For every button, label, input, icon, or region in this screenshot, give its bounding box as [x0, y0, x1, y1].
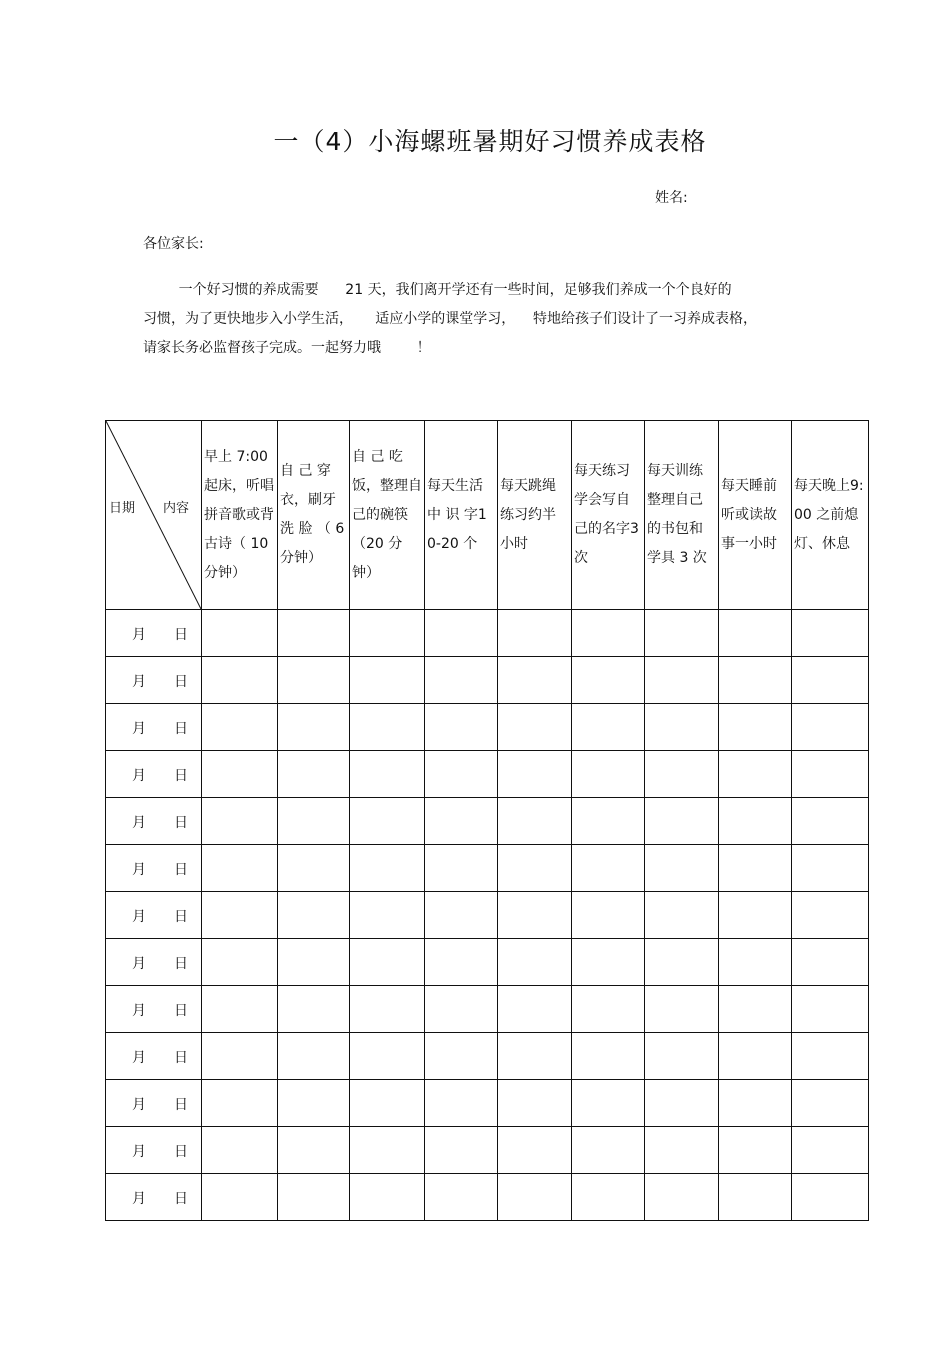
- check-cell[interactable]: [425, 1127, 498, 1174]
- habit-header: [572, 421, 645, 610]
- habit-header-text: 每天训练整理自己的书包和学具 3 次: [647, 463, 707, 566]
- greeting: 各位家长:: [143, 236, 204, 252]
- check-cell[interactable]: [572, 1033, 645, 1080]
- date-cell[interactable]: [106, 1080, 202, 1127]
- check-cell[interactable]: [202, 1127, 278, 1174]
- check-cell[interactable]: [425, 751, 498, 798]
- table-row: [106, 704, 869, 751]
- day-label: 日: [174, 674, 188, 690]
- check-cell[interactable]: [572, 1080, 645, 1127]
- check-cell[interactable]: [645, 892, 719, 939]
- check-cell[interactable]: [498, 892, 572, 939]
- habit-header: [202, 421, 278, 610]
- check-cell[interactable]: [719, 986, 792, 1033]
- check-cell[interactable]: [278, 939, 350, 986]
- check-cell[interactable]: [350, 704, 425, 751]
- check-cell[interactable]: [719, 610, 792, 657]
- table-row: [106, 751, 869, 798]
- intro-line: 请家长务必监督孩子完成。一起努力哦 ！: [143, 340, 431, 356]
- check-cell[interactable]: [719, 798, 792, 845]
- day-label: 日: [174, 909, 188, 925]
- check-cell[interactable]: [645, 986, 719, 1033]
- check-cell[interactable]: [202, 845, 278, 892]
- check-cell[interactable]: [719, 1127, 792, 1174]
- habit-header: [498, 421, 572, 610]
- check-cell[interactable]: [498, 1174, 572, 1221]
- check-cell[interactable]: [645, 704, 719, 751]
- check-cell[interactable]: [425, 704, 498, 751]
- check-cell[interactable]: [792, 610, 869, 657]
- day-label: 日: [174, 1003, 188, 1019]
- intro-line: 习惯，为了更快地步入小学生活， 适应小学的课堂学习， 特地给孩子们设计了一习养成表格，: [143, 311, 758, 327]
- date-cell[interactable]: [106, 610, 202, 657]
- check-cell[interactable]: [792, 751, 869, 798]
- habit-header-text: 每天生活中 识 字10-20 个: [427, 477, 487, 552]
- check-cell[interactable]: [719, 1033, 792, 1080]
- habit-header-text: 每天睡前听或读故事一小时: [721, 477, 777, 552]
- check-cell[interactable]: [719, 657, 792, 704]
- check-cell[interactable]: [792, 892, 869, 939]
- check-cell[interactable]: [792, 798, 869, 845]
- habit-header: [425, 421, 498, 610]
- date-cell[interactable]: [106, 657, 202, 704]
- table-row: [106, 657, 869, 704]
- check-cell[interactable]: [719, 1174, 792, 1221]
- check-cell[interactable]: [425, 845, 498, 892]
- check-cell[interactable]: [202, 1174, 278, 1221]
- check-cell[interactable]: [498, 657, 572, 704]
- check-cell[interactable]: [572, 845, 645, 892]
- check-cell[interactable]: [645, 845, 719, 892]
- habit-header-text: 自 己 吃饭，整理自己的碗筷（20 分钟）: [352, 448, 422, 581]
- check-cell[interactable]: [498, 610, 572, 657]
- check-cell[interactable]: [498, 798, 572, 845]
- check-cell[interactable]: [645, 1127, 719, 1174]
- habit-header-text: 每天练习学会写自己的名字3 次: [574, 463, 639, 566]
- habit-table: [105, 420, 869, 1221]
- check-cell[interactable]: [719, 704, 792, 751]
- check-cell[interactable]: [498, 751, 572, 798]
- check-cell[interactable]: [572, 704, 645, 751]
- date-cell[interactable]: [106, 798, 202, 845]
- check-cell[interactable]: [350, 986, 425, 1033]
- check-cell[interactable]: [350, 610, 425, 657]
- check-cell[interactable]: [498, 1127, 572, 1174]
- month-label: 月: [132, 956, 146, 972]
- check-cell[interactable]: [202, 986, 278, 1033]
- check-cell[interactable]: [350, 1174, 425, 1221]
- month-label: 月: [132, 815, 146, 831]
- date-cell[interactable]: [106, 845, 202, 892]
- check-cell[interactable]: [498, 704, 572, 751]
- check-cell[interactable]: [498, 939, 572, 986]
- check-cell[interactable]: [792, 1127, 869, 1174]
- check-cell[interactable]: [278, 751, 350, 798]
- check-cell[interactable]: [572, 986, 645, 1033]
- check-cell[interactable]: [350, 798, 425, 845]
- habit-header: [719, 421, 792, 610]
- date-cell[interactable]: [106, 939, 202, 986]
- month-label: 月: [132, 1097, 146, 1113]
- habit-header: [350, 421, 425, 610]
- check-cell[interactable]: [792, 657, 869, 704]
- month-label: 月: [132, 627, 146, 643]
- name-label: 姓名:: [655, 190, 688, 206]
- day-label: 日: [174, 627, 188, 643]
- check-cell[interactable]: [792, 1033, 869, 1080]
- page-title: 一（4）小海螺班暑期好习惯养成表格: [273, 127, 707, 156]
- table-row: [106, 1174, 869, 1221]
- day-label: 日: [174, 768, 188, 784]
- check-cell[interactable]: [425, 1080, 498, 1127]
- table-row: [106, 1080, 869, 1127]
- intro-line: 一个好习惯的养成需要 21 天，我们离开学还有一些时间，足够我们养成一个个良好的: [143, 282, 732, 298]
- intro-paragraph: [143, 276, 793, 363]
- check-cell[interactable]: [350, 845, 425, 892]
- habit-header-text: 自 己 穿衣，刷牙洗 脸 （ 6分钟）: [280, 463, 345, 566]
- check-cell[interactable]: [719, 939, 792, 986]
- check-cell[interactable]: [278, 798, 350, 845]
- check-cell[interactable]: [572, 798, 645, 845]
- table-row: [106, 986, 869, 1033]
- month-label: 月: [132, 1191, 146, 1207]
- check-cell[interactable]: [278, 986, 350, 1033]
- check-cell[interactable]: [350, 1080, 425, 1127]
- check-cell[interactable]: [645, 1080, 719, 1127]
- check-cell[interactable]: [792, 1174, 869, 1221]
- check-cell[interactable]: [572, 1174, 645, 1221]
- check-cell[interactable]: [572, 751, 645, 798]
- month-label: 月: [132, 1050, 146, 1066]
- check-cell[interactable]: [792, 845, 869, 892]
- table-row: [106, 845, 869, 892]
- check-cell[interactable]: [645, 939, 719, 986]
- month-label: 月: [132, 909, 146, 925]
- table-row: [106, 610, 869, 657]
- check-cell[interactable]: [719, 845, 792, 892]
- check-cell[interactable]: [278, 892, 350, 939]
- corner-header: [106, 421, 202, 610]
- date-cell[interactable]: [106, 1033, 202, 1080]
- check-cell[interactable]: [645, 657, 719, 704]
- day-label: 日: [174, 1144, 188, 1160]
- check-cell[interactable]: [278, 1033, 350, 1080]
- check-cell[interactable]: [572, 939, 645, 986]
- day-label: 日: [174, 1097, 188, 1113]
- check-cell[interactable]: [645, 751, 719, 798]
- table-row: [106, 892, 869, 939]
- check-cell[interactable]: [498, 1033, 572, 1080]
- check-cell[interactable]: [278, 1127, 350, 1174]
- check-cell[interactable]: [792, 939, 869, 986]
- check-cell[interactable]: [350, 1127, 425, 1174]
- table-row: [106, 939, 869, 986]
- check-cell[interactable]: [498, 845, 572, 892]
- check-cell[interactable]: [425, 657, 498, 704]
- table-row: [106, 1127, 869, 1174]
- check-cell[interactable]: [792, 704, 869, 751]
- check-cell[interactable]: [278, 1080, 350, 1127]
- month-label: 月: [132, 768, 146, 784]
- check-cell[interactable]: [202, 939, 278, 986]
- check-cell[interactable]: [645, 798, 719, 845]
- check-cell[interactable]: [572, 1127, 645, 1174]
- habit-header-text: 每天晚上9:00 之前熄灯、休息: [794, 477, 864, 552]
- check-cell[interactable]: [645, 1174, 719, 1221]
- date-cell[interactable]: [106, 1174, 202, 1221]
- check-cell[interactable]: [202, 1080, 278, 1127]
- month-label: 月: [132, 721, 146, 737]
- check-cell[interactable]: [278, 657, 350, 704]
- month-label: 月: [132, 1003, 146, 1019]
- check-cell[interactable]: [572, 657, 645, 704]
- table-row: [106, 798, 869, 845]
- date-cell[interactable]: [106, 892, 202, 939]
- day-label: 日: [174, 862, 188, 878]
- check-cell[interactable]: [792, 986, 869, 1033]
- check-cell[interactable]: [202, 798, 278, 845]
- check-cell[interactable]: [498, 986, 572, 1033]
- check-cell[interactable]: [425, 939, 498, 986]
- habit-header-text: 每天跳绳练习约半小时: [500, 477, 556, 552]
- check-cell[interactable]: [645, 1033, 719, 1080]
- check-cell[interactable]: [350, 939, 425, 986]
- check-cell[interactable]: [425, 610, 498, 657]
- check-cell[interactable]: [202, 751, 278, 798]
- check-cell[interactable]: [425, 892, 498, 939]
- check-cell[interactable]: [202, 892, 278, 939]
- habit-header-text: 早上 7:00 起床，听唱拼音歌或背古诗（ 10 分钟）: [204, 448, 274, 581]
- date-cell[interactable]: [106, 986, 202, 1033]
- month-label: 月: [132, 1144, 146, 1160]
- check-cell[interactable]: [202, 1033, 278, 1080]
- day-label: 日: [174, 956, 188, 972]
- check-cell[interactable]: [350, 892, 425, 939]
- check-cell[interactable]: [350, 657, 425, 704]
- day-label: 日: [174, 815, 188, 831]
- check-cell[interactable]: [278, 845, 350, 892]
- corner-content-label: 内容: [163, 501, 190, 516]
- check-cell[interactable]: [425, 986, 498, 1033]
- check-cell[interactable]: [792, 1080, 869, 1127]
- check-cell[interactable]: [572, 610, 645, 657]
- day-label: 日: [174, 1191, 188, 1207]
- check-cell[interactable]: [719, 1080, 792, 1127]
- habit-header: [645, 421, 719, 610]
- check-cell[interactable]: [425, 1174, 498, 1221]
- check-cell[interactable]: [350, 1033, 425, 1080]
- check-cell[interactable]: [278, 704, 350, 751]
- check-cell[interactable]: [278, 610, 350, 657]
- check-cell[interactable]: [719, 892, 792, 939]
- check-cell[interactable]: [202, 610, 278, 657]
- check-cell[interactable]: [202, 657, 278, 704]
- month-label: 月: [132, 862, 146, 878]
- corner-date-label: 日期: [109, 501, 136, 516]
- check-cell[interactable]: [350, 751, 425, 798]
- habit-header: [278, 421, 350, 610]
- date-cell[interactable]: [106, 1127, 202, 1174]
- header-row: [106, 421, 869, 610]
- habit-header: [792, 421, 869, 610]
- date-cell[interactable]: [106, 751, 202, 798]
- check-cell[interactable]: [498, 1080, 572, 1127]
- check-cell[interactable]: [278, 1174, 350, 1221]
- check-cell[interactable]: [572, 892, 645, 939]
- check-cell[interactable]: [202, 704, 278, 751]
- check-cell[interactable]: [425, 1033, 498, 1080]
- table-body: [106, 610, 869, 1221]
- day-label: 日: [174, 721, 188, 737]
- check-cell[interactable]: [719, 751, 792, 798]
- day-label: 日: [174, 1050, 188, 1066]
- check-cell[interactable]: [645, 610, 719, 657]
- month-label: 月: [132, 674, 146, 690]
- date-cell[interactable]: [106, 704, 202, 751]
- table-row: [106, 1033, 869, 1080]
- check-cell[interactable]: [425, 798, 498, 845]
